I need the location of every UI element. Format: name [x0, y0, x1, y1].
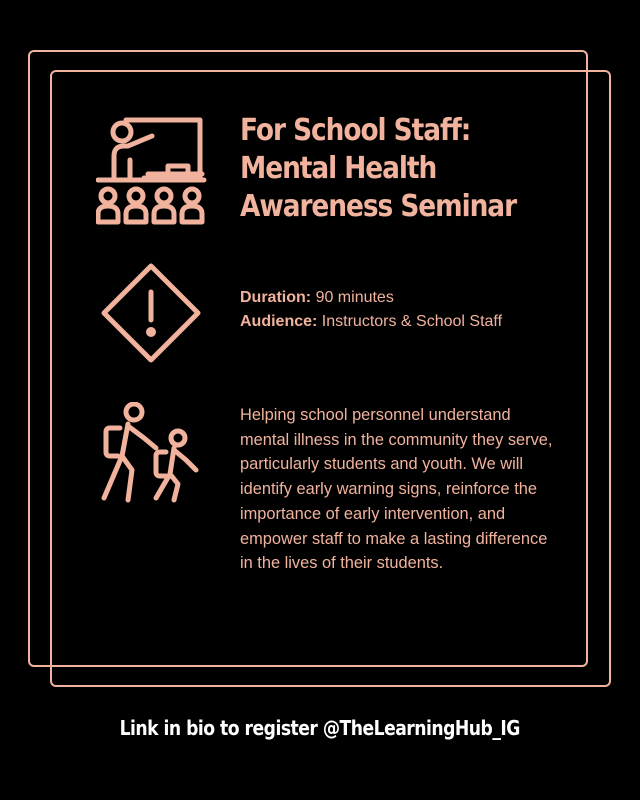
seminar-title	[240, 112, 516, 226]
duration-value: 90 minutes	[315, 289, 394, 306]
title-line-2: Mental Health	[240, 151, 437, 186]
duration-label: Duration:	[240, 289, 312, 306]
register-footer-text: Link in bio to register @TheLearningHub_IG	[119, 716, 521, 740]
seminar-details	[240, 286, 502, 334]
duration-row	[240, 286, 502, 310]
warning-diamond-icon	[100, 262, 202, 364]
audience-row	[240, 310, 502, 334]
title-line-1: For School Staff:	[240, 113, 471, 148]
seminar-description: Helping school personnel understand mental illness in the community they serve, particularly students and youth. We will identify early warning signs, reinforce the importance of early intervention, and empower staff to make a lasting difference in the lives of their students.	[240, 406, 553, 573]
title-line-3: Awareness Seminar	[240, 189, 517, 224]
audience-label: Audience:	[240, 313, 318, 330]
register-footer	[0, 716, 640, 740]
audience-value: Instructors & School Staff	[321, 313, 503, 330]
walking-students-icon	[98, 402, 204, 506]
teacher-classroom-icon	[96, 116, 208, 228]
